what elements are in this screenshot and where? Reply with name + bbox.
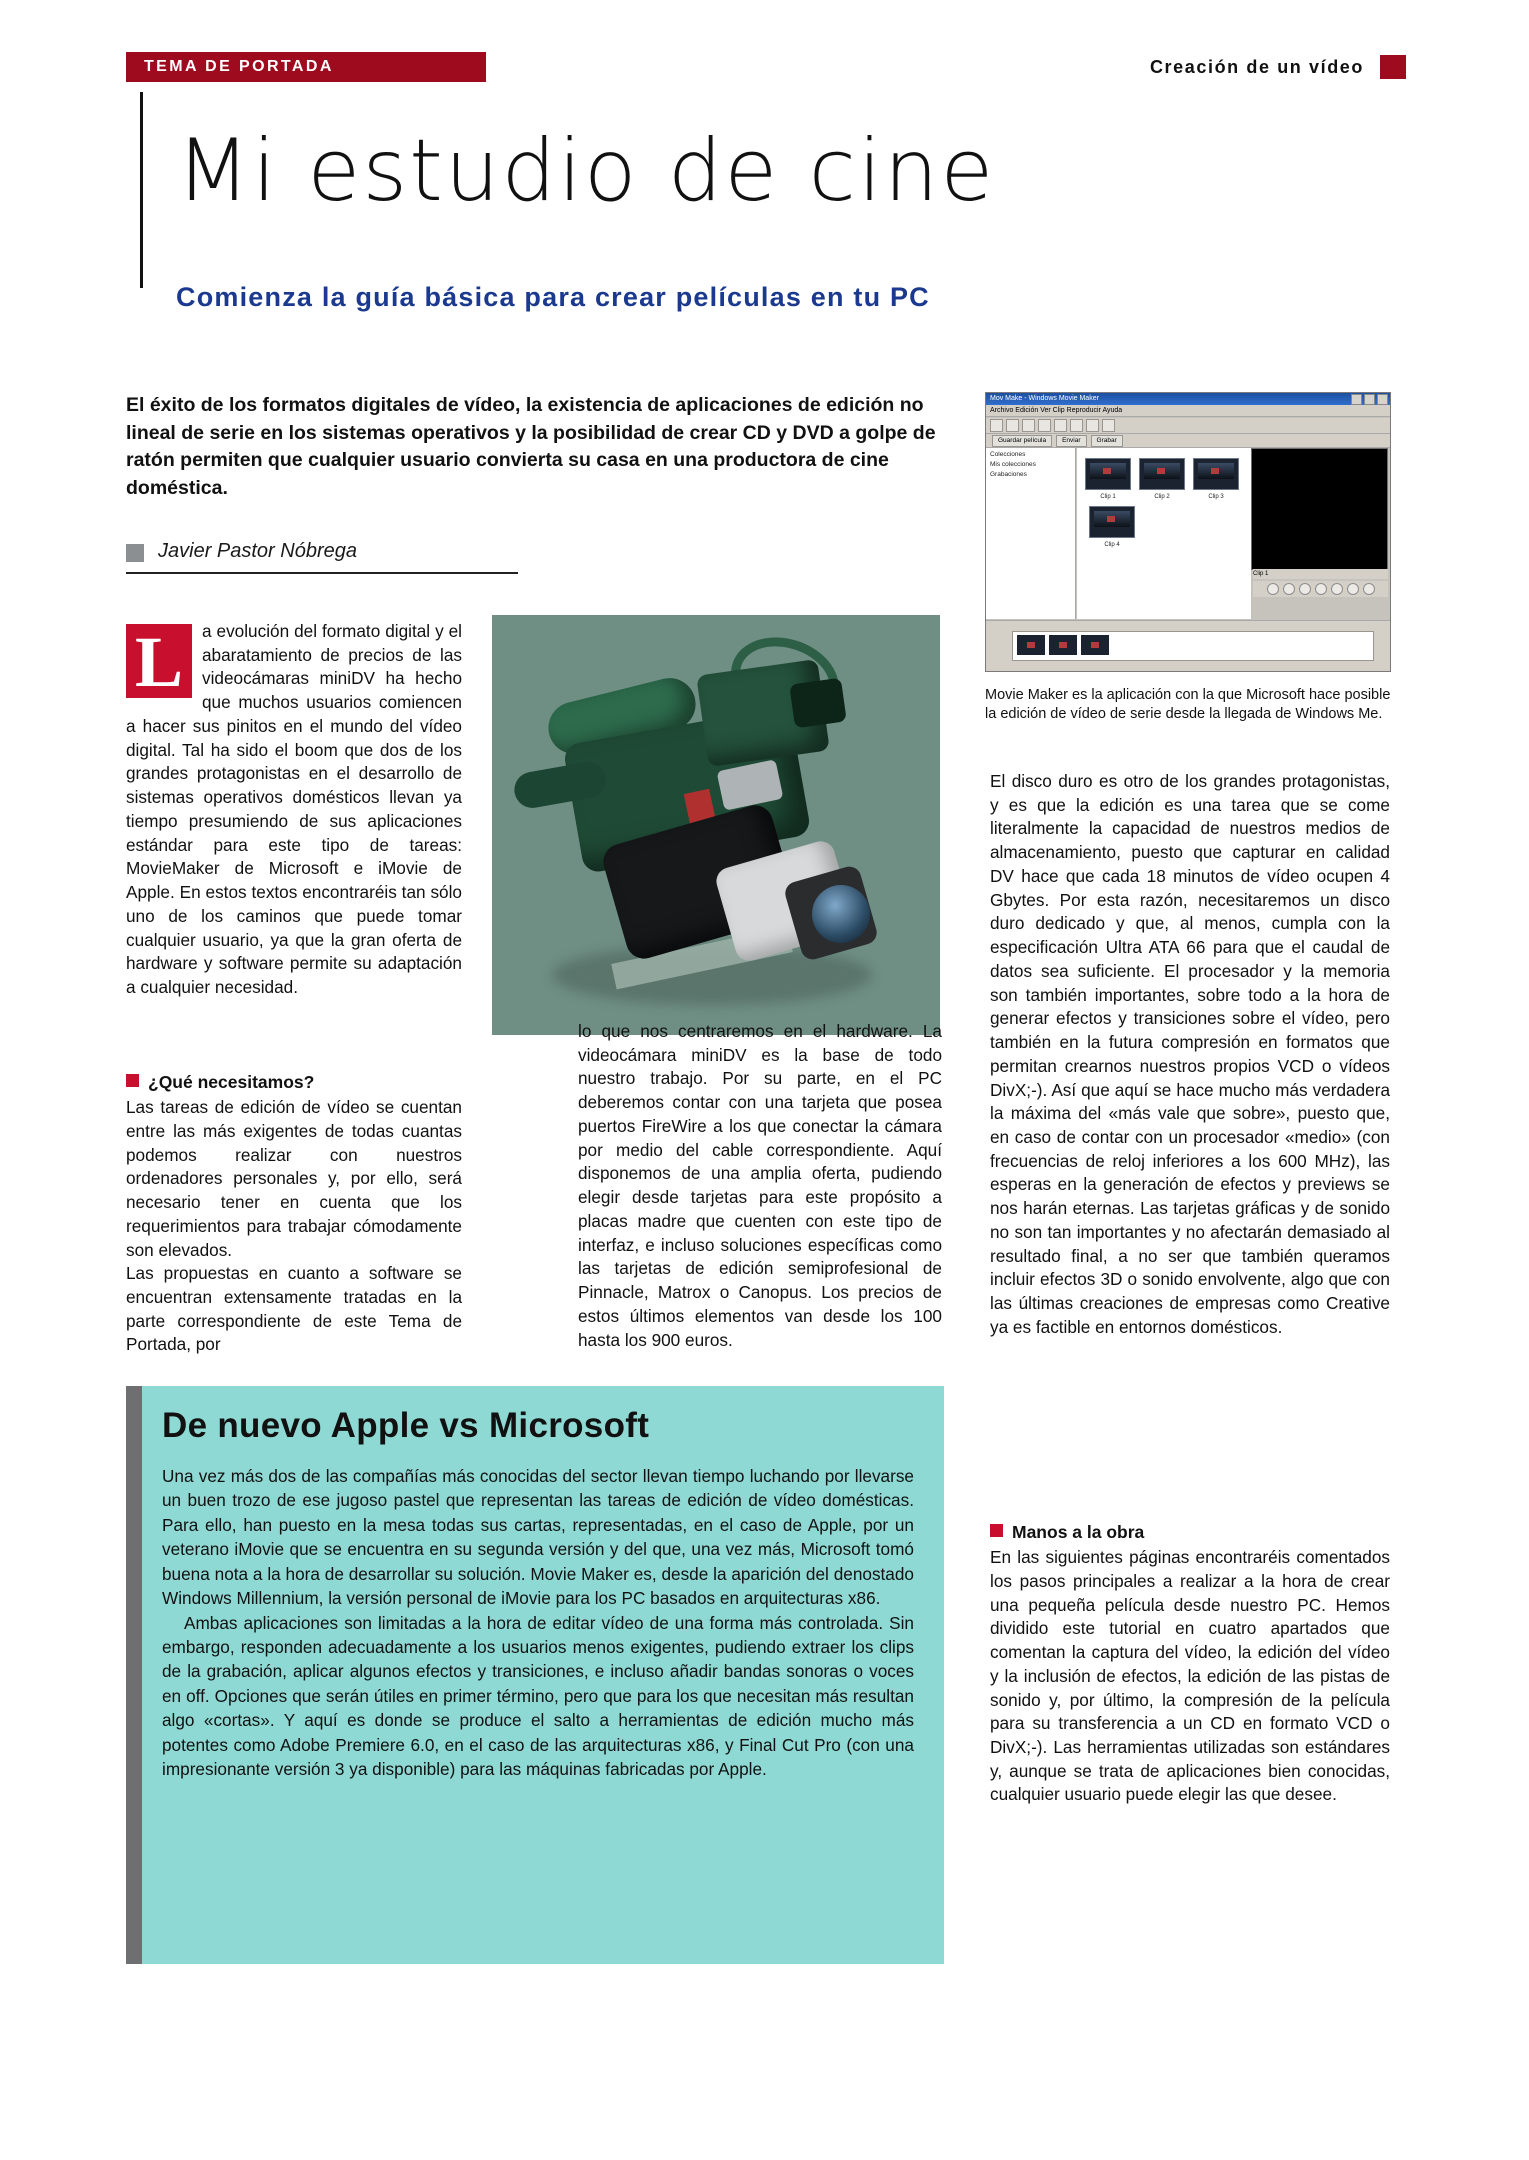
save-icon	[1022, 419, 1035, 432]
lead-paragraph: El éxito de los formatos digitales de vídeo, la existencia de aplicaciones de edición no lineal de serie en los sistemas operativos y la posibilidad de crear CD y DVD a golpe de ratón permiten que cualquier usuario convierta su casa en una productora de cine doméstica.	[126, 394, 936, 500]
clip-label: Clip 2	[1154, 494, 1170, 500]
sidebar-box-paragraph-2: Ambas aplicaciones son limitadas a la hora de editar vídeo de una forma más controlada. Sin embargo, responden adecuadamente a los usuarios menos exigentes, pudiendo extraer los clips de la grabación, aplicar algunos efectos y transiciones, e incluso añadir bandas sonoras o voces en off. Opciones que serán útiles en primer término, pero que para los que necesitan más resultan algo «cortas». Y aquí es donde se produce el salto a herramientas de edición mucho más potentes como Adobe Premiere 6.0, en el caso de las arquitecturas x86, y Final Cut Pro (con una impresionante versión 3 ya disponible) para las máquinas fabricadas por Apple.	[162, 1612, 914, 1780]
cut-icon	[1038, 419, 1051, 432]
header-article-title: Creación de un vídeo	[1149, 57, 1364, 77]
tree-item-2: Grabaciones	[990, 471, 1027, 478]
minimize-icon	[1351, 394, 1362, 405]
byline-rule	[126, 572, 518, 574]
clip-thumbnail	[1139, 458, 1185, 500]
screenshot-monitor-timecode	[1253, 569, 1388, 579]
section-heading-manos-a-la-obra	[990, 1520, 1390, 1544]
sidebar-box	[126, 1386, 944, 1964]
forward-icon	[1331, 583, 1343, 595]
copy-icon	[1054, 419, 1067, 432]
timeline-strip	[1012, 631, 1374, 661]
clip-label: Clip 3	[1208, 494, 1224, 500]
col1-paragraph-3: Las propuestas en cuanto a software se encuentran extensamente tratadas en la parte correspondiente de este Tema de Portada, por	[126, 1263, 462, 1355]
screenshot-collections-tree	[986, 448, 1076, 619]
paste-icon	[1070, 419, 1083, 432]
clip-thumbnail	[1085, 458, 1131, 500]
col1-paragraph-2: Las tareas de edición de vídeo se cuentan entre las más exigentes de todas cuantas podemos realizar con nuestros ordenadores personales y, por ello, será necesario tener en cuenta que los requerimientos para trabajar cómodamente son elevados.	[126, 1097, 462, 1260]
col3-paragraph-1: El disco duro es otro de los grandes protagonistas, y es que la edición es una tarea que se come literalmente la capacidad de nuestros medios de almacenamiento, puesto que capturar en calidad DV hace que cada 18 minutos de vídeo ocupen 4 Gbytes. Por esta razón, necesitaremos un disco duro dedicado y que, al menos, cumpla con la especificación Ultra ATA 66 para que el caudal de datos sea suficiente. El procesador y la memoria son también importantes, sobre todo a la hora de generar efectos y transiciones sobre el vídeo, pero también en la futura compresión en formatos que permitan crearnos nuestros propios VCD o vídeos DivX;-). Así que aquí se hace mucho más verdadera la máxima del «más vale que sobre», puesto que, en caso de contar con un procesador «medio» (con frecuencias de reloj inferiores a los 600 MHz), las esperas en la generación de efectos y previews se nos harán eternas. Las tarjetas gráficas y de sonido no son tan importantes y no afectarán demasiado al resultado final, a no ser que también queramos incluir efectos 3D o sonido envolvente, algo que con las últimas creaciones de empresas como Creative ya es factible en entornos domésticos.	[990, 771, 1390, 1337]
rewind-icon	[1315, 583, 1327, 595]
body-column-1-lower	[126, 1070, 462, 1357]
author-byline: Javier Pastor Nóbrega	[158, 540, 357, 562]
movie-maker-screenshot	[985, 392, 1391, 672]
open-icon	[1006, 419, 1019, 432]
drop-cap: L	[126, 624, 192, 698]
toolbar-record-button: Grabar	[1091, 435, 1123, 447]
red-square-icon	[990, 1524, 1003, 1537]
tree-item-0: Colecciones	[990, 451, 1026, 458]
delete-icon	[1086, 419, 1099, 432]
screenshot-timeline	[986, 620, 1390, 671]
clip-marker	[1157, 468, 1165, 474]
screenshot-menubar: Archivo Edición Ver Clip Reproducir Ayuda	[986, 405, 1390, 417]
camera-lens-glass	[812, 885, 870, 943]
fullscreen-icon	[1347, 583, 1359, 595]
clip-marker	[1103, 468, 1111, 474]
clip-marker	[1107, 516, 1115, 522]
title-vertical-rule	[140, 92, 143, 288]
body-column-3-lower	[990, 1520, 1390, 1807]
clip-thumbnail	[1193, 458, 1239, 500]
page-header	[126, 52, 1406, 82]
play-icon	[1267, 583, 1279, 595]
body-column-3	[990, 770, 1390, 1340]
clip-thumbnail	[1089, 506, 1135, 548]
sidebar-box-body	[162, 1464, 914, 1781]
screenshot-clip-pane	[1077, 448, 1251, 619]
clip-label: Clip 1	[1100, 494, 1116, 500]
camera-eyepiece	[789, 678, 847, 729]
screenshot-preview-monitor	[1251, 448, 1388, 570]
clip-label: Clip 4	[1104, 542, 1120, 548]
section-heading-label: Manos a la obra	[1012, 1522, 1145, 1542]
screenshot-toolbar	[986, 418, 1390, 434]
byline-square-icon	[126, 544, 144, 562]
close-icon	[1377, 394, 1388, 405]
screenshot-toolbar-secondary	[986, 434, 1390, 448]
maximize-icon	[1364, 394, 1375, 405]
screenshot-transport-controls	[1253, 581, 1388, 597]
figure-caption: Movie Maker es la aplicación con la que Microsoft hace posible la edición de vídeo de serie desde la llegada de Windows Me.	[985, 687, 1391, 723]
screenshot-titlebar	[986, 393, 1390, 405]
timeline-clip-marker	[1027, 642, 1035, 648]
sidebar-box-paragraph-1: Una vez más dos de las compañías más conocidas del sector llevan tiempo luchando por llevarse un buen trozo de ese jugoso pastel que representan las tareas de edición de vídeo domésticas. Para ello, han puesto en la mesa todas sus cartas, representadas, en el caso de Apple, por un veterano iMovie que se encuentra en su segunda versión y del que, una vez más, Microsoft tomó buena nota a la hora de desarrollar su solución. Movie Maker es, desde la aparición del denostado Windows Millennium, la versión personal de iMovie para los PC basados en arquitecturas x86.	[162, 1466, 914, 1609]
monitor-clip-label: Clip 1	[1253, 571, 1269, 577]
camcorder-photo	[492, 615, 940, 1035]
timeline-clip-marker	[1091, 642, 1099, 648]
pause-icon	[1283, 583, 1295, 595]
body-column-2	[578, 1020, 942, 1352]
red-square-icon	[126, 1074, 139, 1087]
body-column-1	[126, 620, 462, 1000]
window-controls	[1351, 394, 1388, 405]
new-icon	[990, 419, 1003, 432]
section-tag: TEMA DE PORTADA	[126, 52, 486, 82]
col3-paragraph-2: En las siguientes páginas encontraréis comentados los pasos principales a realizar a la hora de crear una pequeña película desde nuestro PC. Hemos dividido este tutorial en cuatro apartados que comentan la captura del vídeo, la edición del vídeo y la inclusión de efectos, la edición de las pistas de sonido y, por último, la compresión de la película para su transferencia a un CD en formato VCD o DivX;-). Las herramientas utilizadas son estándares y, aunque se trata de aplicaciones bien conocidas, cualquier usuario puede elegir las que desee.	[990, 1547, 1390, 1805]
toolbar-send-button: Enviar	[1056, 435, 1086, 447]
section-heading-que-necesitamos	[126, 1070, 462, 1094]
undo-icon	[1102, 419, 1115, 432]
col1-paragraph-1: a evolución del formato digital y el abaratamiento de precios de las videocámaras miniDV ha hecho que muchos usuarios comiencen a hacer sus pinitos en el mundo del vídeo digital. Tal ha sido el boom que dos de los grandes protagonistas en el desarrollo de sistemas operativos domésticos llevan ya tiempo presumiendo de sus aplicaciones estándar para este tipo de tareas: MovieMaker de Microsoft e iMovie de Apple. En estos textos encontraréis tan sólo uno de los caminos que puede tomar cualquier usuario, ya que la gran oferta de hardware y software permite su adaptación a cualquier necesidad.	[126, 621, 462, 998]
split-icon	[1363, 583, 1375, 595]
header-square-decoration	[1380, 55, 1406, 79]
timeline-clip-marker	[1059, 642, 1067, 648]
page-subtitle: Comienza la guía básica para crear películas en tu PC	[176, 282, 930, 312]
sidebar-box-title: De nuevo Apple vs Microsoft	[162, 1406, 650, 1445]
toolbar-save-movie-button: Guardar película	[992, 435, 1052, 447]
sidebar-box-accent-bar	[126, 1386, 142, 1964]
tree-item-1: Mis colecciones	[990, 461, 1036, 468]
col2-paragraph-1: lo que nos centraremos en el hardware. La videocámara miniDV es la base de todo nuestro trabajo. Por su parte, en el PC deberemos contar con una tarjeta que posea puertos FireWire a los que conectar la cámara por medio del cable correspondiente. Aquí disponemos de una amplia oferta, pudiendo elegir desde tarjetas para este propósito a placas madre que cuenten con este tipo de interfaz, e incluso soluciones específicas como las tarjetas de edición semiprofesional de Pinnacle, Matrox o Canopus. Los precios de estos últimos elementos van desde los 100 hasta los 900 euros.	[578, 1021, 942, 1350]
page-title: Mi estudio de cine	[176, 121, 996, 221]
section-heading-label: ¿Qué necesitamos?	[148, 1072, 315, 1092]
stop-icon	[1299, 583, 1311, 595]
screenshot-window-title: Mov Make - Windows Movie Maker	[990, 395, 1099, 402]
clip-marker	[1211, 468, 1219, 474]
